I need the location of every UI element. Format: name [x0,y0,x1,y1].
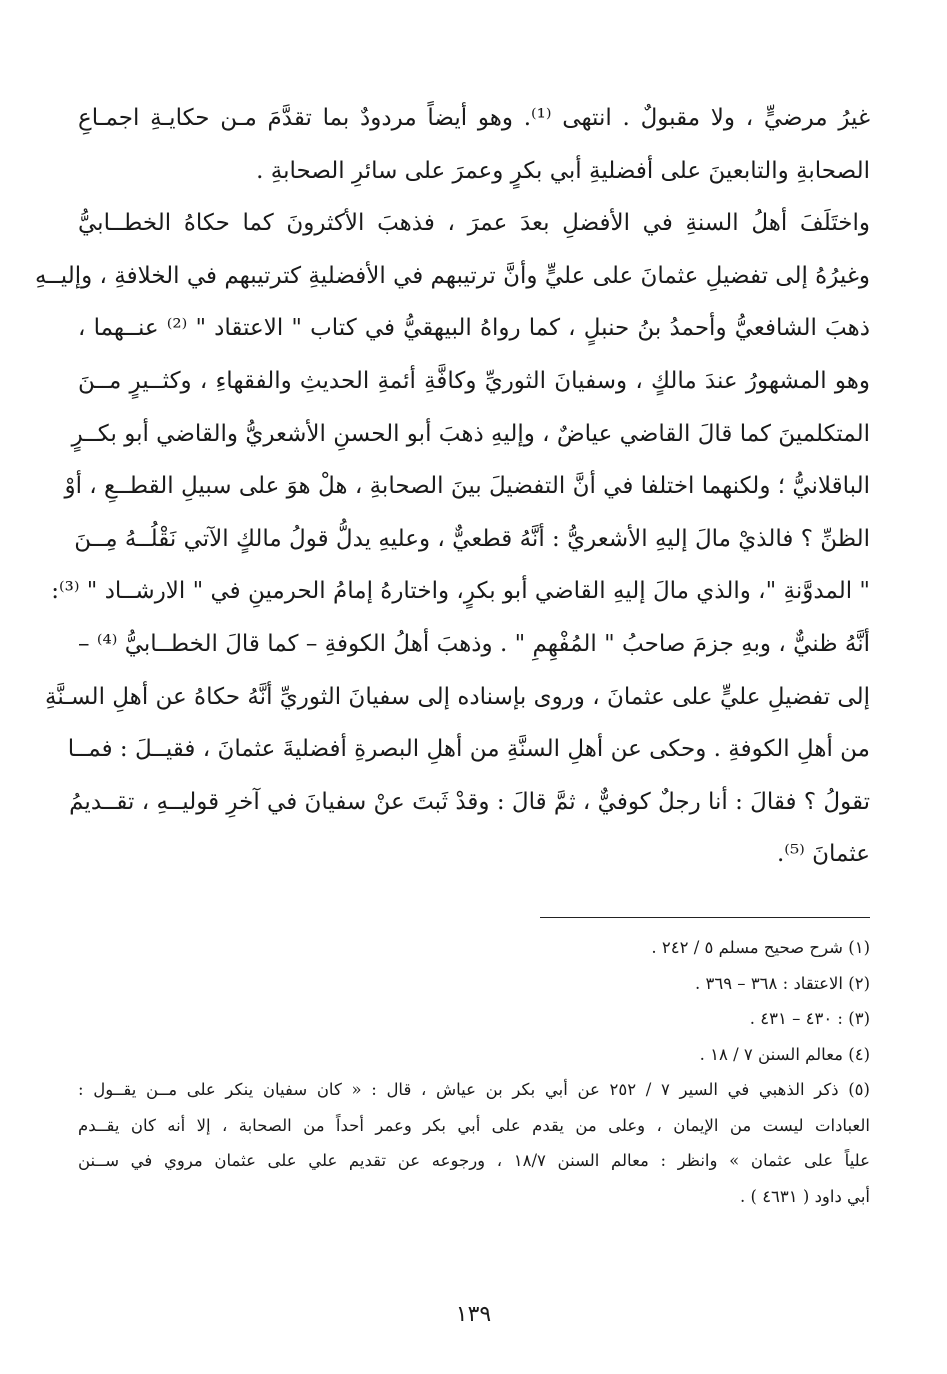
text-line: من أهلِ الكوفةِ . وحكى عن أهلِ السنَّةِ من أهلِ البصرةِ أفضليةَ عثمانَ ، فقيــلَ : فمــا [67,736,870,763]
footnote-4: (٤) معالم السنن ٧ / ١٨ . [699,1044,870,1064]
footnotes [78,930,870,1214]
text-line: إلى تفضيلِ عليٍّ على عثمانَ ، وروى بإسناده إلى سفيانَ الثوريِّ أنَّهُ حكاهُ عن أهلِ السـنَّةِ [45,683,870,710]
text-line: المتكلمينَ كما قالَ القاضي عياضٌ ، وإليهِ ذهبَ أبو الحسنِ الأشعريُّ والقاضي أبو بكــرٍ [71,420,870,447]
text-line: وغيرُهُ إلى تفضيلِ عثمانَ على عليٍّ وأنَّ ترتيبهم في الأفضليةِ كترتيبهم في الخلافةِ ، وإليــهِ [34,262,870,289]
text-line: ذهبَ الشافعيُّ وأحمدُ بنُ حنبلٍ ، كما رواهُ البيهقيُّ في كتاب " الاعتقاد " ⁽²⁾ عنــهما ، [78,315,870,342]
footnote-1: (١) شرح صحيح مسلم ٥ / ٢٤٢ . [651,938,870,957]
text-line: تقولُ ؟ فقالَ : أنا رجلٌ كوفيٌّ ، ثمَّ قالَ : وقدْ ثَبتَ عنْ سفيانَ في آخرِ قوليــهِ ، تقــديمُ [69,788,870,815]
footnote-2: (٢) الاعتقاد : ٣٦٨ – ٣٦٩ . [694,973,870,993]
text-line: أنَّهُ ظنيٌّ ، وبهِ جزمَ صاحبُ " المُفْهِمِ " . وذهبَ أهلُ الكوفةِ – كما قالَ الخطــابيُّ ⁽⁴⁾ – [78,630,870,657]
text-line: واختَلَفَ أهلُ السنةِ في الأفضلِ بعدَ عمرَ ، فذهبَ الأكثرونَ كما حكاهُ الخطــابيُّ [78,210,870,237]
text-line: غيرُ مرضيٍّ ، ولا مقبولٌ . انتهى ⁽¹⁾. وهو أيضاً مردودٌ بما تقدَّمَ مـن حكايـةِ اجمـاعِ [78,105,870,131]
text-line: الصحابةِ والتابعينَ على أفضليةِ أبي بكرٍ وعمرَ على سائرِ الصحابةِ . [256,157,870,184]
text-line: الباقلانيُّ ؛ ولكنهما اختلفا في أنَّ التفضيلَ بينَ الصحابةِ ، هلْ هوَ على سبيلِ القطــعِ ، أوْ [64,473,870,500]
footnote-5-continued: علياً على عثمان » وانظر : معالم السنن ١٨/٧ ، ورجوعه عن تقديم علي على عثمان مروي في ســنن [78,1151,870,1170]
footnote-3: (٣) : ٤٣٠ – ٤٣١ . [749,1009,870,1028]
text-line: عثمانَ ⁽⁵⁾. [776,841,870,868]
footnote-5-continued: أبي داود ( ٤٦٣١ ) . [740,1186,870,1206]
main-text [34,92,870,881]
footnote-5: (٥) ذكر الذهبي في السير ٧ / ٢٥٢ عن أبي بكر بن عياش ، قال : « كان سفيان ينكر على مــن يقــول : [78,1080,870,1099]
text-line: " المدوَّنةِ "، والذي مالَ إليهِ القاضي أبو بكرٍ، واختارهُ إمامُ الحرمينِ في " الارشــاد " ⁽³⁾: [51,578,870,605]
text-line: وهو المشهورُ عندَ مالكٍ ، وسفيانَ الثوريِّ وكافَّةِ أئمةِ الحديثِ والفقهاءِ ، وكثــيرٍ مــنَ [78,367,870,394]
text-line: الظنِّ ؟ فالذيْ مالَ إليهِ الأشعريُّ : أنَّهُ قطعيٌّ ، وعليهِ يدلُّ قولُ مالكٍ الآتي نَقْلُــهُ مِــنَ [74,525,870,552]
page-number: ١٣٩ [455,1302,492,1327]
footnote-divider [540,917,870,918]
footnote-5-continued: العبادات ليست من الإيمان ، وعلى من يقدم على أبي بكر وعمر أحداً من الصحابة ، إلا أنه كان يقــدم [78,1115,870,1135]
